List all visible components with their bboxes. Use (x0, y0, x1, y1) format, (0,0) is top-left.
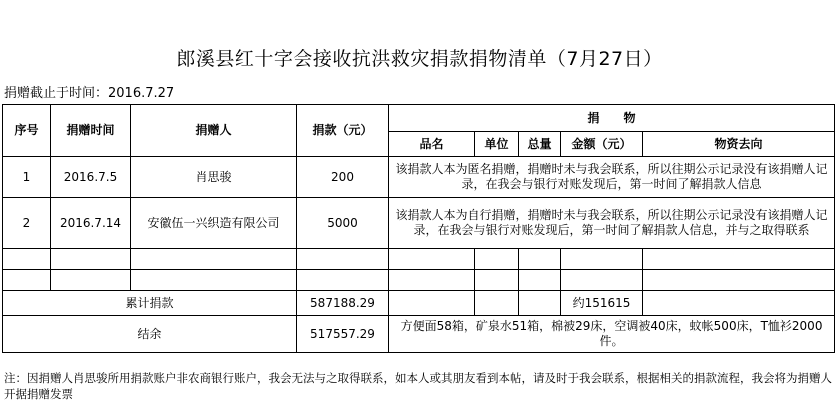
empty-cell (643, 270, 835, 291)
cell-amount: 5000 (297, 198, 389, 249)
cutoff-date: 捐赠截止于时间：2016.7.27 (4, 86, 175, 101)
empty-cell (519, 291, 561, 316)
empty-cell (51, 249, 131, 270)
empty-cell (3, 270, 51, 291)
header-item: 品名 (389, 132, 475, 157)
empty-cell (519, 249, 561, 270)
header-row (3, 105, 835, 132)
cell-date: 2016.7.14 (51, 198, 131, 249)
cell-seq: 2 (3, 198, 51, 249)
header-seq: 序号 (3, 105, 51, 157)
header-goods: 捐 物 (389, 105, 835, 132)
cumulative-goods-value: 约151615 (561, 291, 643, 316)
header-donor: 捐赠人 (131, 105, 297, 157)
empty-cell (561, 270, 643, 291)
table-row (3, 198, 835, 249)
empty-row (3, 270, 835, 291)
empty-cell (643, 291, 835, 316)
header-date: 捐赠时间 (51, 105, 131, 157)
table-row (3, 157, 835, 198)
empty-cell (475, 249, 519, 270)
cell-seq: 1 (3, 157, 51, 198)
empty-cell (131, 249, 297, 270)
header-total: 总量 (519, 132, 561, 157)
empty-cell (389, 291, 475, 316)
page-title: 郎溪县红十字会接收抗洪救灾捐款捐物清单（7月27日） (176, 48, 663, 70)
empty-cell (475, 291, 519, 316)
balance-goods: 方便面58箱，矿泉水51箱，棉被29床，空调被40床，蚊帐500床，T恤衫2000件。 (389, 316, 835, 353)
empty-cell (51, 270, 131, 291)
empty-cell (297, 249, 389, 270)
footnote: 注：因捐赠人肖思骏所用捐款账户非农商银行账户，我会无法与之取得联系，如本人或其朋友看到本帖，请及时于我会联系，根据相关的捐款流程，我会将为捐赠人开据捐赠发票 (4, 371, 832, 401)
header-amount: 捐款（元） (297, 105, 389, 157)
balance-amount: 517557.29 (297, 316, 389, 353)
cumulative-label: 累计捐款 (3, 291, 297, 316)
donation-table (2, 104, 835, 353)
empty-cell (389, 249, 475, 270)
cell-remark: 该捐款人本为自行捐赠，捐赠时未与我会联系，所以往期公示记录没有该捐赠人记录，在我会与银行对账发现后，第一时间了解捐款人信息，并与之取得联系 (389, 198, 835, 249)
balance-label: 结余 (3, 316, 297, 353)
empty-cell (131, 270, 297, 291)
cumulative-amount: 587188.29 (297, 291, 389, 316)
header-unit: 单位 (475, 132, 519, 157)
cumulative-row (3, 291, 835, 316)
empty-cell (3, 249, 51, 270)
header-value: 金额（元） (561, 132, 643, 157)
cell-donor: 安徽伍一兴织造有限公司 (131, 198, 297, 249)
empty-cell (519, 270, 561, 291)
balance-row (3, 316, 835, 353)
header-dest: 物资去向 (643, 132, 835, 157)
empty-cell (475, 270, 519, 291)
empty-cell (389, 270, 475, 291)
cell-remark: 该捐款人本为匿名捐赠，捐赠时未与我会联系，所以往期公示记录没有该捐赠人记录，在我会与银行对账发现后，第一时间了解捐款人信息 (389, 157, 835, 198)
cell-amount: 200 (297, 157, 389, 198)
empty-cell (297, 270, 389, 291)
empty-cell (643, 249, 835, 270)
cell-donor: 肖思骏 (131, 157, 297, 198)
empty-row (3, 249, 835, 270)
empty-cell (561, 249, 643, 270)
cell-date: 2016.7.5 (51, 157, 131, 198)
